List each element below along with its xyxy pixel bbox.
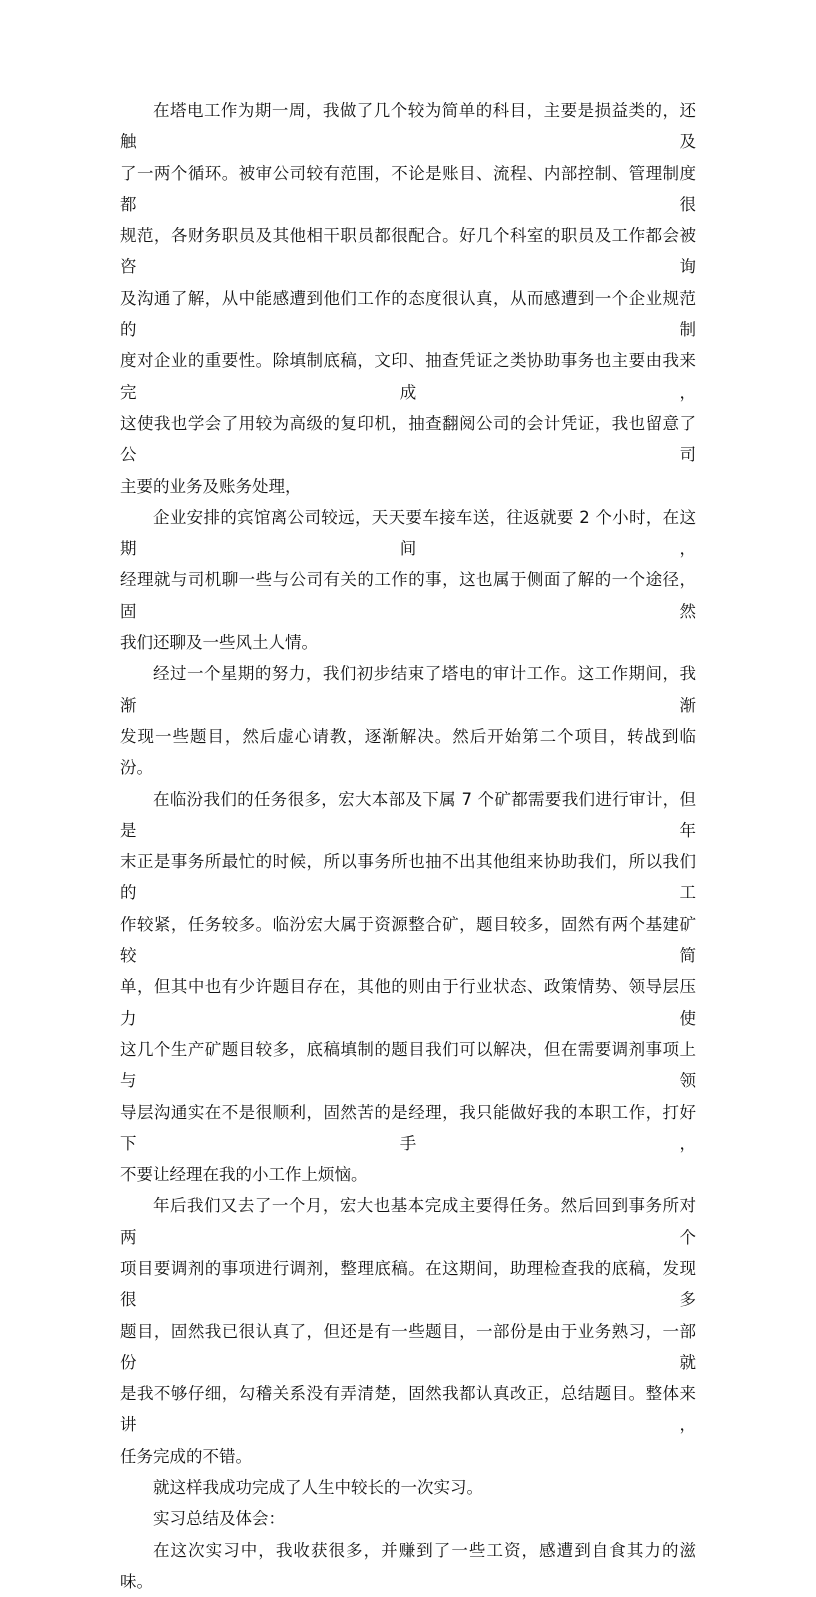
text-line: 实习总结及体会： [153, 1509, 285, 1529]
text-line: 年后我们又去了一个月，宏大也基本完成主要得任务。然后回到事务所对两个 [120, 1196, 696, 1247]
document-body [120, 95, 696, 1597]
text-line: 主要的业务及账务处理， [120, 476, 302, 496]
text-line: 经过一个星期的努力，我们初步结束了塔电的审计工作。这工作期间，我渐渐 [120, 664, 696, 715]
section-heading [120, 1503, 696, 1534]
paragraph [120, 502, 696, 658]
text-line: 在塔电工作为期一周，我做了几个较为简单的科目，主要是损益类的，还触及 [120, 101, 696, 152]
text-line: 在临汾我们的任务很多，宏大本部及下属 7 个矿都需要我们进行审计，但是年 [120, 789, 696, 840]
text-line: 了一两个循环。被审公司较有范围，不论是账目、流程、内部控制、管理制度都很 [120, 163, 696, 214]
paragraph [120, 658, 696, 783]
paragraph [120, 95, 696, 502]
paragraph [120, 1190, 696, 1472]
paragraph [120, 1535, 696, 1597]
text-line: 末正是事务所最忙的时候，所以事务所也抽不出其他组来协助我们，所以我们的工 [120, 852, 696, 903]
text-line: 经理就与司机聊一些与公司有关的工作的事，这也属于侧面了解的一个途径，固然 [120, 570, 696, 621]
text-line: 度对企业的重要性。除填制底稿，文印、抽查凭证之类协助事务也主要由我来完成， [120, 351, 696, 402]
text-line: 就这样我成功完成了人生中较长的一次实习。 [153, 1478, 483, 1498]
text-line: 我们还聊及一些风土人情。 [120, 633, 318, 653]
text-line: 单，但其中也有少许题目存在，其他的则由于行业状态、政策情势、领导层压力使 [120, 977, 696, 1028]
text-line: 作较紧，任务较多。临汾宏大属于资源整合矿，题目较多，固然有两个基建矿较简 [120, 914, 696, 966]
paragraph [120, 1472, 696, 1503]
text-line: 企业安排的宾馆离公司较远，天天要车接车送，往返就要 2 个小时，在这期间， [120, 507, 696, 559]
text-line: 任务完成的不错。 [120, 1446, 252, 1466]
text-line: 导层沟通实在不是很顺利，固然苦的是经理，我只能做好我的本职工作，打好下手， [120, 1102, 696, 1153]
text-line: 在这次实习中，我收获很多，并赚到了一些工资，感遭到自食其力的滋味。 [120, 1540, 696, 1591]
text-line: 题目，固然我已很认真了，但还是有一些题目，一部份是由于业务熟习，一部份就 [120, 1321, 696, 1372]
text-line: 发现一些题目，然后虚心请教，逐渐解决。然后开始第二个项目，转战到临汾。 [120, 726, 696, 778]
paragraph [120, 784, 696, 1191]
text-line: 这使我也学会了用较为高级的复印机，抽查翻阅公司的会计凭证，我也留意了公司 [120, 413, 696, 465]
text-line: 项目要调剂的事项进行调剂，整理底稿。在这期间，助理检查我的底稿，发现很多 [120, 1258, 696, 1310]
text-line: 规范，各财务职员及其他相干职员都很配合。好几个科室的职员及工作都会被咨询 [120, 226, 696, 277]
text-line: 及沟通了解，从中能感遭到他们工作的态度很认真，从而感遭到一个企业规范的制 [120, 288, 696, 340]
text-line: 这几个生产矿题目较多，底稿填制的题目我们可以解决，但在需要调剂事项上与领 [120, 1039, 696, 1091]
text-line: 不要让经理在我的小工作上烦恼。 [120, 1165, 368, 1185]
text-line: 是我不够仔细，勾稽关系没有弄清楚，固然我都认真改正，总结题目。整体来讲， [120, 1384, 696, 1435]
